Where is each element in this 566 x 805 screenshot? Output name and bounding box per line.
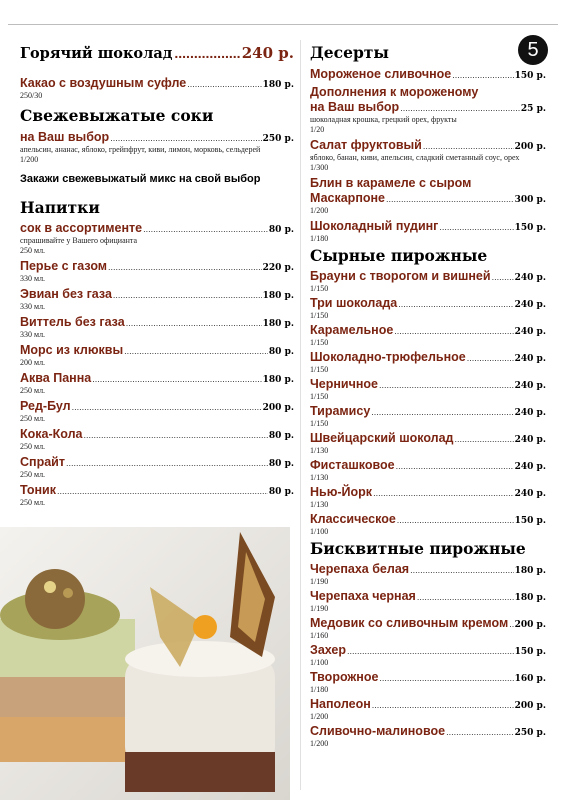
item-detail: 1/200 [310, 739, 329, 748]
menu-item [20, 371, 294, 396]
item-price: 80 р. [268, 487, 294, 497]
menu-item [20, 287, 294, 312]
menu-item [310, 404, 546, 429]
menu-item [310, 138, 546, 173]
item-row [310, 458, 546, 473]
menu-item [310, 85, 546, 135]
item-name: Спрайт [20, 455, 65, 469]
menu-item [20, 455, 294, 480]
menu-item [310, 697, 546, 722]
item-detail: 1/100 [310, 658, 329, 667]
menu-item [310, 377, 546, 402]
menu-item [20, 343, 294, 368]
item-name: Захер [310, 643, 347, 657]
leader-dots [108, 262, 262, 272]
item-name: Шоколадный пудинг [310, 219, 439, 233]
item-detail: 250 мл. [20, 414, 46, 423]
item-price: 160 р. [514, 674, 546, 684]
leader-dots [124, 346, 268, 356]
leader-dots [410, 565, 514, 575]
item-price: 240 р. [514, 381, 546, 391]
item-detail: 1/180 [310, 234, 329, 243]
item-name: Морс из клюквы [20, 343, 124, 357]
item-name: Перье с газом [20, 259, 108, 273]
item-name: Черепаха белая [310, 562, 410, 576]
item-name: Эвиан без газа [20, 287, 112, 301]
item-row [310, 377, 546, 392]
menu-item [310, 176, 546, 216]
menu-item [310, 724, 546, 749]
item-name: Творожное [310, 670, 379, 684]
item-price: 250 р. [514, 728, 546, 738]
top-divider [8, 24, 558, 25]
item-row [310, 404, 546, 419]
item-detail: 330 мл. [20, 330, 46, 339]
item-detail: 1/190 [310, 604, 329, 613]
leader-dots [379, 380, 514, 390]
leader-dots [113, 290, 262, 300]
item-name: Салат фруктовый [310, 138, 422, 152]
item-name: Ред-Бул [20, 399, 71, 413]
item-row [310, 100, 546, 115]
menu-item [310, 296, 546, 321]
item-price: 240 р. [514, 462, 546, 472]
item-price: 180 р. [514, 593, 546, 603]
item-detail: 1/150 [310, 338, 329, 347]
item-row [20, 483, 294, 498]
item-row [310, 643, 546, 658]
item-portion: 1/300 [310, 163, 329, 172]
item-name: Кока-Кола [20, 427, 83, 441]
item-detail: 1/130 [310, 500, 329, 509]
item-row [310, 485, 546, 500]
leader-dots [509, 619, 513, 629]
leader-dots [66, 458, 268, 468]
item-name: Черепаха черная [310, 589, 416, 603]
leader-dots [446, 727, 514, 737]
menu-item [310, 269, 546, 294]
item-row [310, 616, 546, 631]
menu-item [20, 315, 294, 340]
cocoa-item: Какао с воздушным суфле ..... 180 р. 250/30 [20, 76, 294, 101]
item-detail: шоколадная крошка, грецкий орех, фрукты [310, 115, 457, 124]
item-price: 80 р. [268, 225, 294, 235]
menu-item [310, 670, 546, 695]
item-price: 240 р. [514, 489, 546, 499]
menu-item [310, 643, 546, 668]
menu-item [310, 458, 546, 483]
item-price: 240 р. [514, 354, 546, 364]
item-detail: 1/100 [310, 527, 329, 536]
item-detail: 1/130 [310, 446, 329, 455]
leader-dots [394, 326, 513, 336]
leader-dots [452, 70, 513, 80]
column-divider [300, 40, 301, 790]
hot-chocolate-title: Горячий шоколад [20, 45, 173, 62]
item-row [310, 431, 546, 446]
item-name: Три шоколада [310, 296, 398, 310]
item-price: 240 р. [514, 300, 546, 310]
leader-dots [423, 141, 514, 151]
leader-dots [57, 486, 268, 496]
item-name-cont: Маскарпоне [310, 191, 385, 205]
item-price: 220 р. [262, 263, 294, 273]
cheese-list [310, 269, 546, 537]
cheese-heading: Сырные пирожные [310, 246, 488, 265]
item-detail: 250 мл. [20, 470, 46, 479]
menu-item [20, 483, 294, 508]
page-number-badge: 5 [518, 35, 548, 65]
leader-dots [379, 673, 513, 683]
item-name: Дополнения к мороженому [310, 85, 479, 99]
menu-item [20, 221, 294, 256]
item-price: 150 р. [514, 223, 546, 233]
item-row [20, 343, 294, 358]
leader-dots [417, 592, 514, 602]
item-detail: 250 мл. [20, 498, 46, 507]
item-name: Фисташковое [310, 458, 395, 472]
item-row [310, 219, 546, 234]
item-price: 240 р. [514, 273, 546, 283]
item-row [310, 670, 546, 685]
menu-item [310, 485, 546, 510]
sponge-list [310, 562, 546, 749]
item-name: Черничное [310, 377, 378, 391]
item-row [310, 589, 546, 604]
juice-item: на Ваш выбор ..... 250 р. апельсин, ананас, яблоко, грейпфрут, киви, лимон, морковь, сельдерей 1/200 [20, 130, 294, 165]
leader-dots [396, 461, 514, 471]
sponge-heading: Бисквитные пирожные [310, 539, 526, 558]
item-detail: 1/150 [310, 419, 329, 428]
leader-dots [455, 434, 514, 444]
item-detail: 1/150 [310, 365, 329, 374]
item-row [310, 350, 546, 365]
item-name: Наполеон [310, 697, 371, 711]
item-price: 200 р. [514, 620, 546, 630]
item-price: 240 р. [514, 408, 546, 418]
item-detail: спрашивайте у Вашего официанта [20, 236, 138, 245]
leader-dots [373, 488, 514, 498]
menu-item [310, 350, 546, 375]
item-price: 25 р. [520, 104, 546, 114]
item-detail: 1/130 [310, 473, 329, 482]
item-price: 180 р. [262, 291, 294, 301]
leader-dots [347, 646, 514, 656]
item-price: 180 р. [514, 566, 546, 576]
item-row [20, 427, 294, 442]
item-name: Тоник [20, 483, 56, 497]
menu-item [310, 512, 546, 537]
item-name: Карамельное [310, 323, 394, 337]
item-row [20, 455, 294, 470]
cakes-image [0, 527, 290, 800]
item-detail: 1/200 [310, 206, 329, 215]
item-row [310, 67, 546, 82]
item-portion: 250 мл. [20, 246, 46, 255]
leader-dots [372, 700, 514, 710]
item-name: Какао с воздушным суфле [20, 76, 187, 90]
leader-dots [371, 407, 513, 417]
item-name-cont: на Ваш выбор [310, 100, 400, 114]
leader-dots [92, 374, 261, 384]
item-name: Тирамису [310, 404, 371, 418]
hot-chocolate-row [20, 44, 294, 62]
item-detail: 200 мл. [20, 358, 46, 367]
item-price: 240 р. [514, 435, 546, 445]
item-row [20, 221, 294, 236]
item-row [20, 371, 294, 386]
item-detail: 1/150 [310, 392, 329, 401]
item-row [310, 697, 546, 712]
item-portion: 1/20 [310, 125, 325, 134]
menu-item [20, 259, 294, 284]
item-name: на Ваш выбор [20, 130, 110, 144]
item-price: 80 р. [268, 347, 294, 357]
menu-item [310, 562, 546, 587]
menu-item [20, 399, 294, 424]
desserts-heading: Десерты [310, 43, 389, 62]
item-row [310, 512, 546, 527]
leader-dots [72, 402, 262, 412]
item-price: 300 р. [514, 195, 546, 205]
item-name: Нью-Йорк [310, 485, 373, 499]
item-price: 150 р. [514, 647, 546, 657]
item-name: Мороженое сливочное [310, 67, 452, 81]
right-column [310, 44, 546, 751]
item-detail: 1/180 [310, 685, 329, 694]
item-price: 180 р. [262, 319, 294, 329]
item-detail: 250 мл. [20, 442, 46, 451]
item-detail: 330 мл. [20, 302, 46, 311]
item-name: Классическое [310, 512, 396, 526]
item-detail: 1/190 [310, 577, 329, 586]
item-row [310, 269, 546, 284]
leader-dots [83, 430, 267, 440]
item-name: Швейцарский шоколад [310, 431, 454, 445]
item-price: 180 р. [262, 80, 294, 90]
item-price: 150 р. [514, 71, 546, 81]
item-row [20, 315, 294, 330]
item-row [310, 562, 546, 577]
item-name: Аква Панна [20, 371, 92, 385]
item-detail: 330 мл. [20, 274, 46, 283]
item-price: 200 р. [514, 142, 546, 152]
item-name: Медовик со сливочным кремом [310, 616, 509, 630]
leader-dots [400, 103, 520, 113]
item-row [20, 259, 294, 274]
item-price: 250 р. [262, 134, 294, 144]
hot-chocolate-price: 240 р. [241, 44, 294, 62]
leader-dots [386, 194, 514, 204]
leader-dots [174, 45, 239, 61]
item-price: 200 р. [514, 701, 546, 711]
leader-dots [398, 299, 513, 309]
item-name: Блин в карамеле с сыром [310, 176, 472, 190]
menu-item [20, 427, 294, 452]
menu-item [310, 431, 546, 456]
item-price: 80 р. [268, 459, 294, 469]
dessert-photo [0, 527, 290, 800]
leader-dots [492, 272, 514, 282]
item-detail: 1/160 [310, 631, 329, 640]
item-name: Виттель без газа [20, 315, 125, 329]
leader-dots [397, 515, 514, 525]
item-price: 180 р. [262, 375, 294, 385]
menu-item [310, 219, 546, 244]
leader-dots [126, 318, 262, 328]
item-row [310, 296, 546, 311]
menu-item [310, 323, 546, 348]
item-detail: 1/150 [310, 284, 329, 293]
item-row [310, 724, 546, 739]
item-row [310, 138, 546, 153]
item-detail: 250 мл. [20, 386, 46, 395]
leader-dots [467, 353, 514, 363]
item-name: Брауни с творогом и вишней [310, 269, 491, 283]
item-detail: 1/200 [310, 712, 329, 721]
menu-item [310, 589, 546, 614]
drinks-heading: Напитки [20, 198, 100, 217]
left-column [20, 44, 294, 511]
item-price: 240 р. [514, 327, 546, 337]
item-price: 80 р. [268, 431, 294, 441]
item-name: сок в ассортименте [20, 221, 143, 235]
mix-note: Закажи свежевыжатый микс на свой выбор [20, 173, 261, 185]
desserts-list [310, 67, 546, 244]
leader-dots [143, 224, 268, 234]
drinks-list [20, 221, 294, 508]
item-row [20, 399, 294, 414]
item-name: Сливочно-малиновое [310, 724, 446, 738]
item-detail: 1/150 [310, 311, 329, 320]
item-detail: яблоко, банан, киви, апельсин, сладкий сметанный соус, орех [310, 153, 520, 162]
juices-heading: Свежевыжатые соки [20, 106, 214, 125]
leader-dots [439, 222, 513, 232]
item-price: 200 р. [262, 403, 294, 413]
item-row [20, 287, 294, 302]
item-row [310, 323, 546, 338]
item-price: 150 р. [514, 516, 546, 526]
menu-item [310, 616, 546, 641]
menu-item [310, 67, 546, 82]
item-name: Шоколадно-трюфельное [310, 350, 466, 364]
item-row [310, 191, 546, 206]
